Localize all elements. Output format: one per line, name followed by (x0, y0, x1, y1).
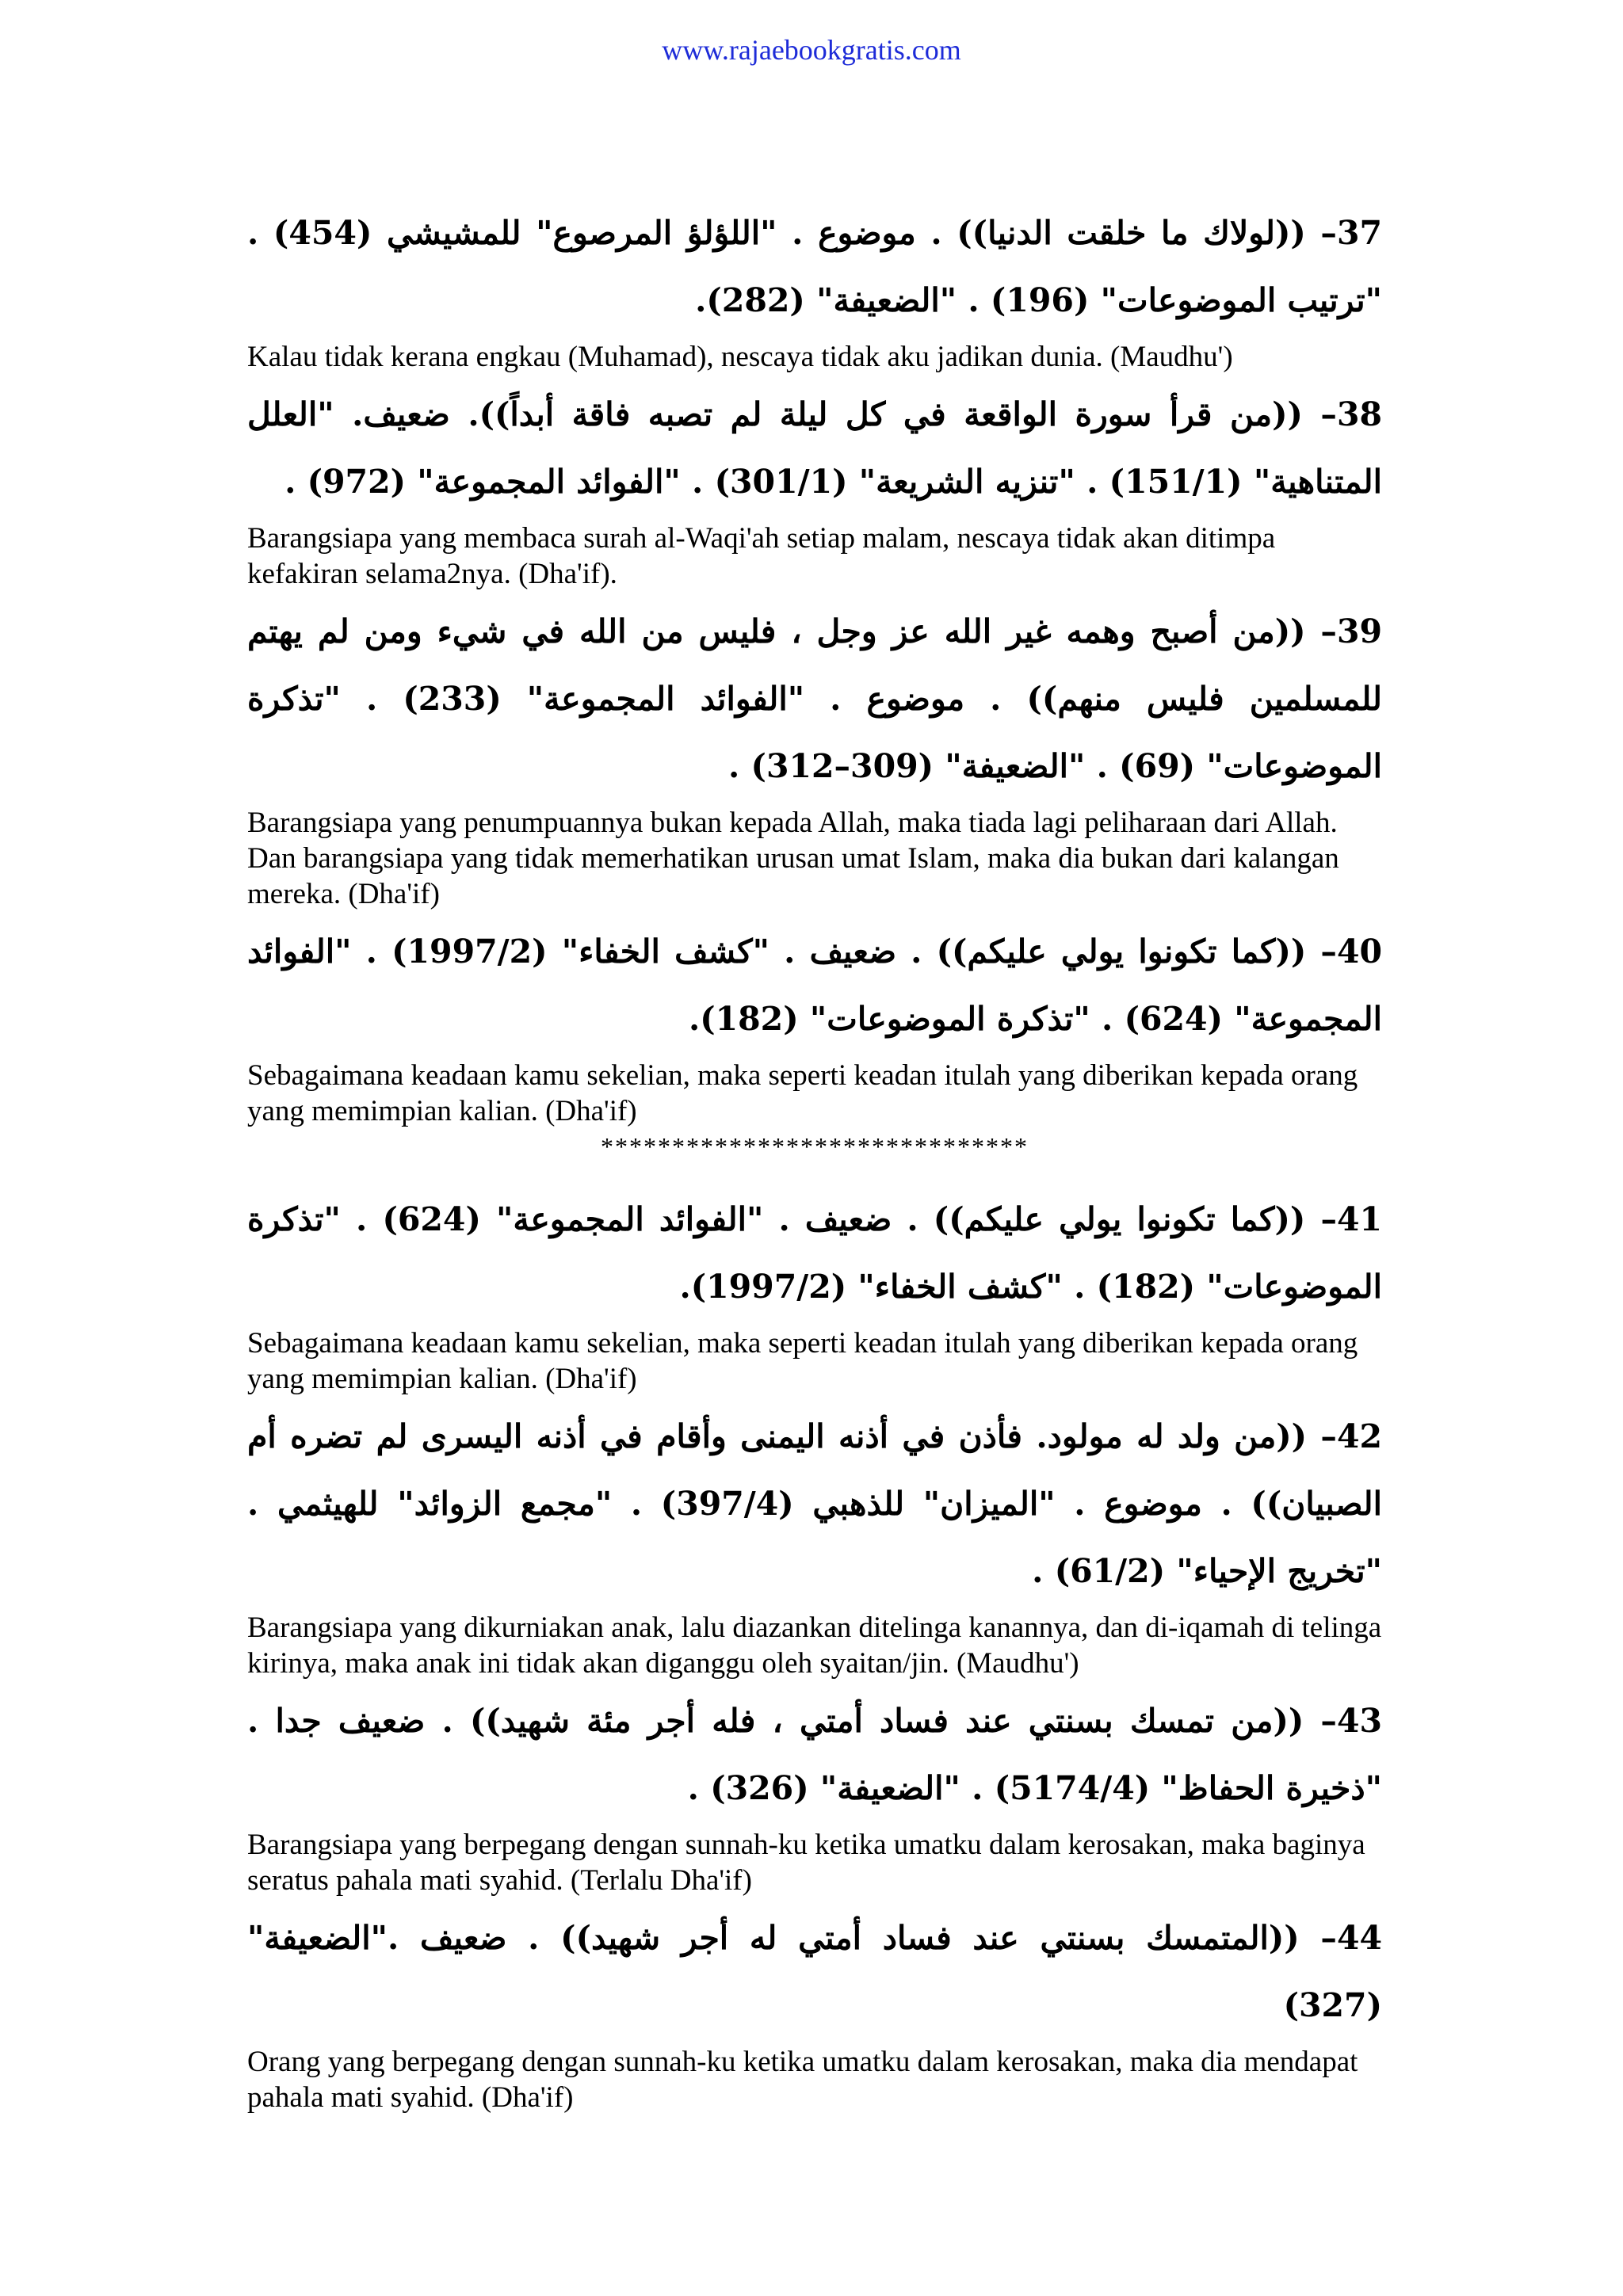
hadith-translation: Barangsiapa yang dikurniakan anak, lalu diazankan ditelinga kanannya, dan di-iqamah di telinga kirinya, maka anak ini tidak akan diganggu oleh syaitan/jin. (Maudhu') (247, 1611, 1382, 1680)
hadith-entry-37 (247, 200, 1382, 375)
hadith-translation: Orang yang berpegang dengan sunnah-ku ketika umatku dalam kerosakan, maka dia mendapat pahala mati syahid. (Dha'if) (247, 2046, 1358, 2114)
hadith-entry-39 (247, 598, 1382, 912)
hadith-arabic-text: 38– ((من قرأ سورة الواقعة في كل ليلة لم تصبه فاقة أبداً)). ضعيف. "العلل المتناهية" (151/1) . "تنزيه الشريعة" (301/1) . "الفوائد المجموعة" (972) . (247, 395, 1382, 501)
hadith-list (247, 200, 1382, 2122)
hadith-translation: Barangsiapa yang berpegang dengan sunnah-ku ketika umatku dalam kerosakan, maka baginya seratus pahala mati syahid. (Terlalu Dha'if) (247, 1829, 1365, 1897)
hadith-entry-38 (247, 381, 1382, 592)
site-link[interactable]: www.rajaebookgratis.com (662, 34, 961, 66)
hadith-entry-41 (247, 1186, 1382, 1397)
hadith-translation: Kalau tidak kerana engkau (Muhamad), nescaya tidak aku jadikan dunia. (Maudhu') (247, 341, 1233, 373)
hadith-translation: Barangsiapa yang penumpuannya bukan kepada Allah, maka tiada lagi peliharaan dari Allah. Dan barangsiapa yang tidak memerhatikan urusan umat Islam, maka dia bukan dari kalangan mereka. (Dha'if) (247, 807, 1339, 910)
hadith-arabic-text: 44– ((المتمسك بسنتي عند فساد أمتي له أجر شهيد)) . ضعيف ."الضعيفة" (327) (247, 1919, 1382, 2024)
hadith-arabic-text: 40– ((كما تكونوا يولي عليكم)) . ضعيف . "كشف الخفاء" (1997/2) . "الفوائد المجموعة" (624) . "تذكرة الموضوعات" (182). (247, 933, 1382, 1038)
hadith-translation: Barangsiapa yang membaca surah al-Waqi'ah setiap malam, nescaya tidak akan ditimpa kefakiran selama2nya. (Dha'if). (247, 522, 1276, 590)
hadith-arabic-text: 42– ((من ولد له مولود. فأذن في أذنه اليمنى وأقام في أذنه اليسرى لم تضره أم الصبيان)) . موضوع . "الميزان" للذهبي (397/4) . "مجمع الزوائد" للهيثمي . "تخريج الإحياء" (61/2) . (247, 1417, 1383, 1590)
hadith-arabic-text: 41– ((كما تكونوا يولي عليكم)) . ضعيف . "الفوائد المجموعة" (624) . "تذكرة الموضوعات" (182) . "كشف الخفاء" (1997/2). (247, 1200, 1383, 1306)
hadith-translation: Sebagaimana keadaan kamu sekelian, maka seperti keadan itulah yang diberikan kepada orang yang memimpian kalian. (Dha'if) (247, 1059, 1358, 1127)
hadith-translation: Sebagaimana keadaan kamu sekelian, maka seperti keadan itulah yang diberikan kepada orang yang memimpian kalian. (Dha'if) (247, 1327, 1358, 1395)
hadith-entry-42 (247, 1403, 1382, 1681)
hadith-entry-40 (247, 918, 1382, 1129)
hadith-arabic-text: 39– ((من أصبح وهمه غير الله عز وجل ، فليس من الله في شيء ومن لم يهتم للمسلمين فليس منهم)) . موضوع . "الفوائد المجموعة" (233) . "تذكرة الموضوعات" (69) . "الضعيفة" (309–312) . (247, 612, 1382, 785)
hadith-arabic-text: 43– ((من تمسك بسنتي عند فساد أمتي ، فله أجر مئة شهيد)) . ضعيف جدا . "ذخيرة الحفاظ" (5174/4) . "الضعيفة" (326) . (247, 1702, 1382, 1807)
hadith-entry-43 (247, 1688, 1382, 1898)
hadith-arabic-text: 37– ((لولاك ما خلقت الدنيا)) . موضوع . "اللؤلؤ المرصوع" للمشيشي (454) . "ترتيب الموضوعات" (196) . "الضعيفة" (282). (247, 214, 1382, 319)
hadith-entry-44 (247, 1905, 1382, 2115)
section-divider: ****************************** (601, 1132, 1029, 1161)
